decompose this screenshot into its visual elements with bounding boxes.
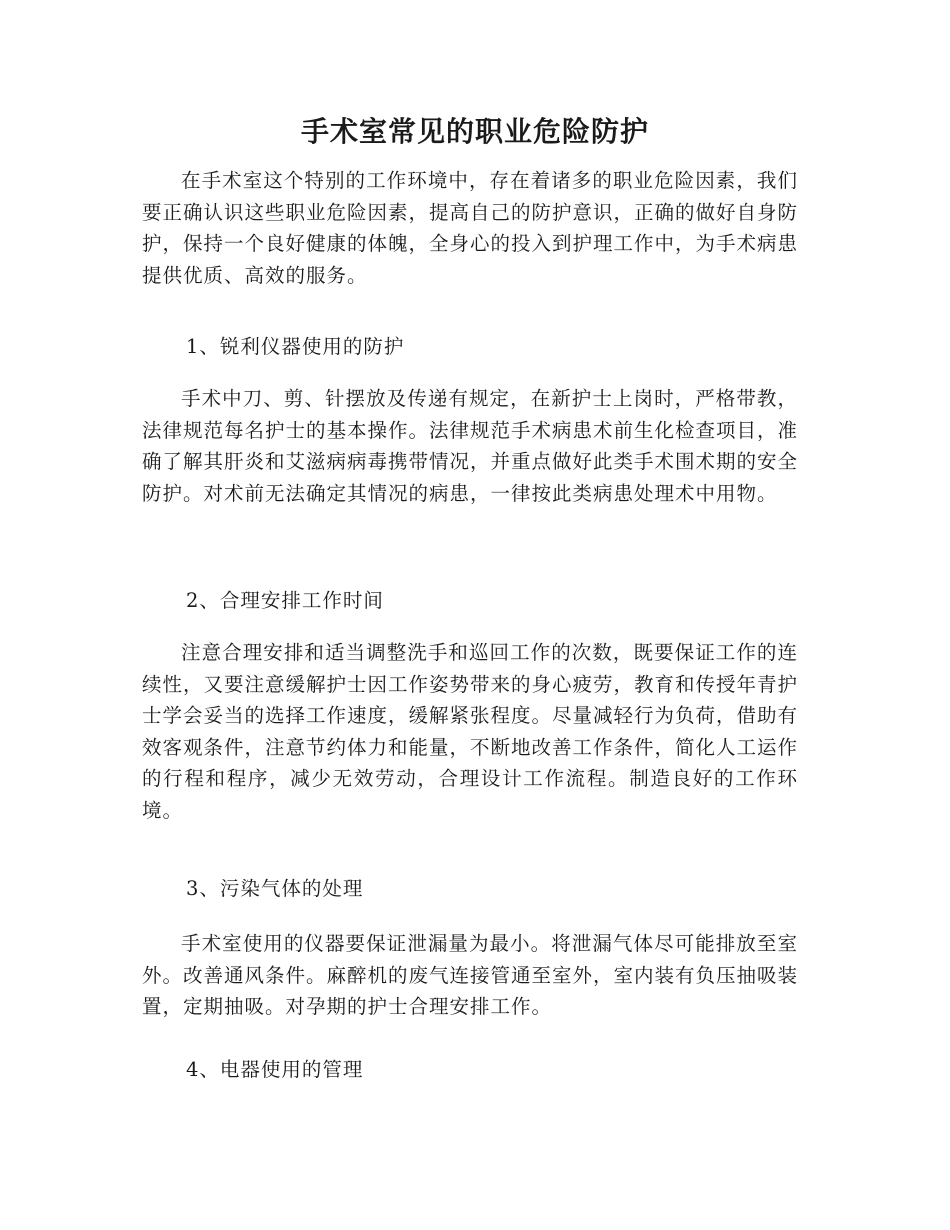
section-heading-2: 2、合理安排工作时间 [186,589,384,612]
section-heading-4: 4、电器使用的管理 [186,1058,364,1081]
section-body-1: 手术中刀、剪、针摆放及传递有规定，在新护士上岗时，严格带教，法律规范每名护士的基本操作。法律规范手术病患术前生化检查项目，准确了解其肝炎和艾滋病病毒携带情况，并重点做好此类手术围术期的安全防护。对术前无法确定其情况的病患，一律按此类病患处理术中用物。 [142,387,799,505]
section-heading-3: 3、污染气体的处理 [186,877,364,900]
section-body-2: 注意合理安排和适当调整洗手和巡回工作的次数，既要保证工作的连续性，又要注意缓解护士因工作姿势带来的身心疲劳，教育和传授年青护士学会妥当的选择工作速度，缓解紧张程度。尽量减轻行为负荷，借助有效客观条件，注意节约体力和能量，不断地改善工作条件，简化人工运作的行程和程序，减少无效劳动，合理设计工作流程。制造良好的工作环境。 [142,641,799,822]
section-heading-1: 1、锐利仪器使用的防护 [186,335,405,358]
intro-paragraph: 在手术室这个特别的工作环境中，存在着诸多的职业危险因素，我们要正确认识这些职业危险因素，提高自己的防护意识，正确的做好自身防护，保持一个良好健康的体魄，全身心的投入到护理工作中，为手术病患提供优质、高效的服务。 [142,169,799,287]
section-body-3: 手术室使用的仪器要保证泄漏量为最小。将泄漏气体尽可能排放至室外。改善通风条件。麻醉机的废气连接管通至室外，室内装有负压抽吸装置，定期抽吸。对孕期的护士合理安排工作。 [142,932,799,1018]
document-title: 手术室常见的职业危险防护 [300,115,649,148]
